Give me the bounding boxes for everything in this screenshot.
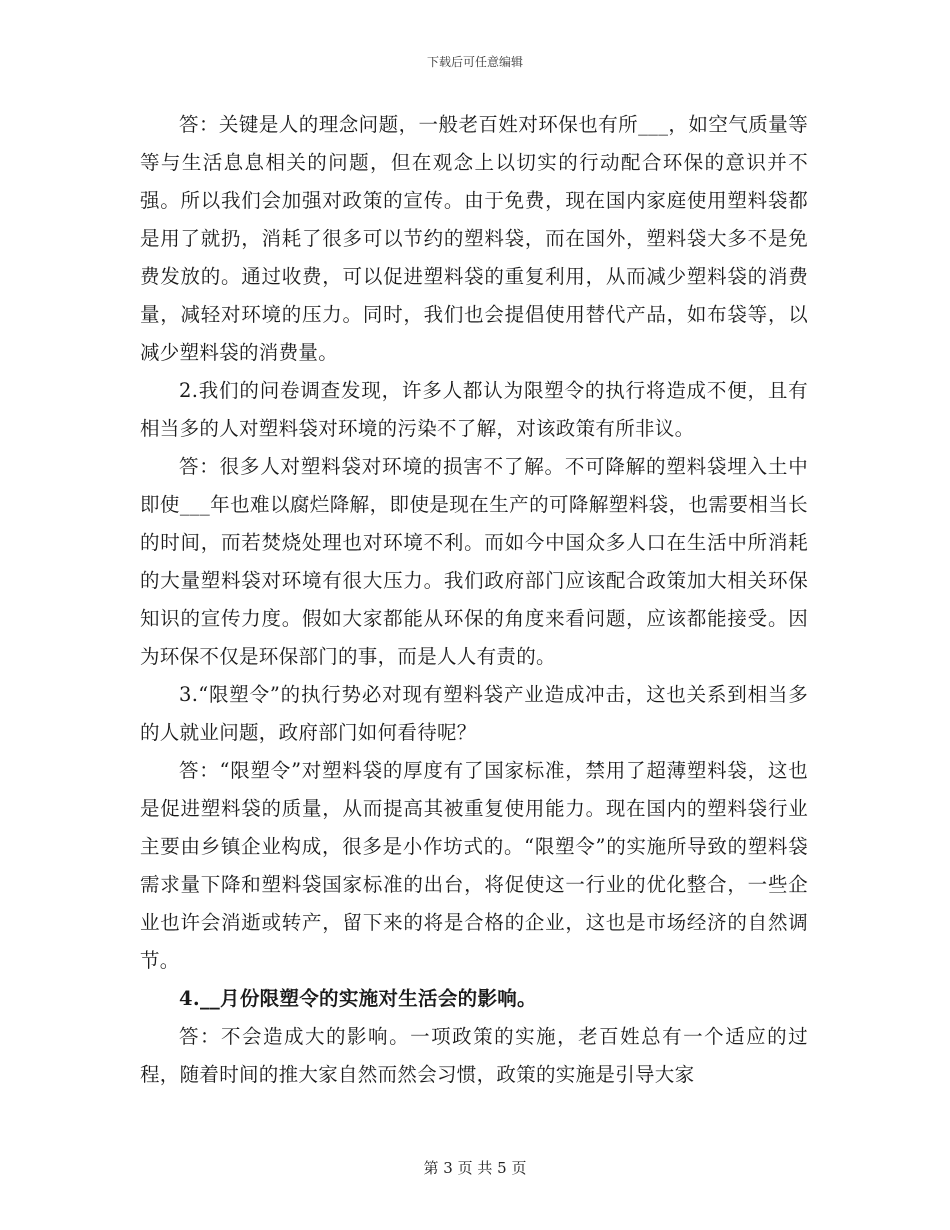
paragraph-answer-4: 答：不会造成大的影响。一项政策的实施，老百姓总有一个适应的过程，随着时间的推大家自然而然会习惯，政策的实施是引导大家 bbox=[140, 1025, 808, 1086]
paragraph-question-2: 2.我们的问卷调查发现，许多人都认为限塑令的执行将造成不便，且有相当多的人对塑料袋对环境的污染不了解，对该政策有所非议。 bbox=[140, 379, 808, 440]
header-note: 下载后可任意编辑 bbox=[426, 55, 523, 69]
page-number: 第 3 页 共 5 页 bbox=[423, 1159, 527, 1177]
paragraph-answer-3: 答：“限塑令”对塑料袋的厚度有了国家标准，禁用了超薄塑料袋，这也是促进塑料袋的质量，从而提高其被重复使用能力。现在国内的塑料袋行业主要由乡镇企业构成，很多是小作坊式的。“限塑令”的实施所导致的塑料袋需求量下降和塑料袋国家标准的出台，将促使这一行业的优化整合，一些企业也许会消逝或转产，留下来的将是合格的企业，这也是市场经济的自然调节。 bbox=[140, 759, 808, 972]
paragraph-answer-2: 答：很多人对塑料袋对环境的损害不了解。不可降解的塑料袋埋入土中即使___年也难以腐烂降解，即使是现在生产的可降解塑料袋，也需要相当长的时间，而若焚烧处理也对环境不利。而如今中国众多人口在生活中所消耗的大量塑料袋对环境有很大压力。我们政府部门应该配合政策加大相关环保知识的宣传力度。假如大家都能从环保的角度来看问题，应该都能接受。因为环保不仅是环保部门的事，而是人人有责的。 bbox=[140, 455, 808, 668]
paragraph-question-4: 4.__月份限塑令的实施对生活会的影响。 bbox=[179, 987, 537, 1010]
document-body bbox=[140, 106, 808, 1094]
paragraph-answer-1: 答：关键是人的理念问题，一般老百姓对环保也有所___，如空气质量等等与生活息息相关的问题，但在观念上以切实的行动配合环保的意识并不强。所以我们会加强对政策的宣传。由于免费，现在国内家庭使用塑料袋都是用了就扔，消耗了很多可以节约的塑料袋，而在国外，塑料袋大多不是免费发放的。通过收费，可以促进塑料袋的重复利用，从而减少塑料袋的消费量，减轻对环境的压力。同时，我们也会提倡使用替代产品，如布袋等，以减少塑料袋的消费量。 bbox=[140, 113, 808, 364]
paragraph-question-3: 3.“限塑令”的执行势必对现有塑料袋产业造成冲击，这也关系到相当多的人就业问题，政府部门如何看待呢？ bbox=[140, 683, 808, 744]
